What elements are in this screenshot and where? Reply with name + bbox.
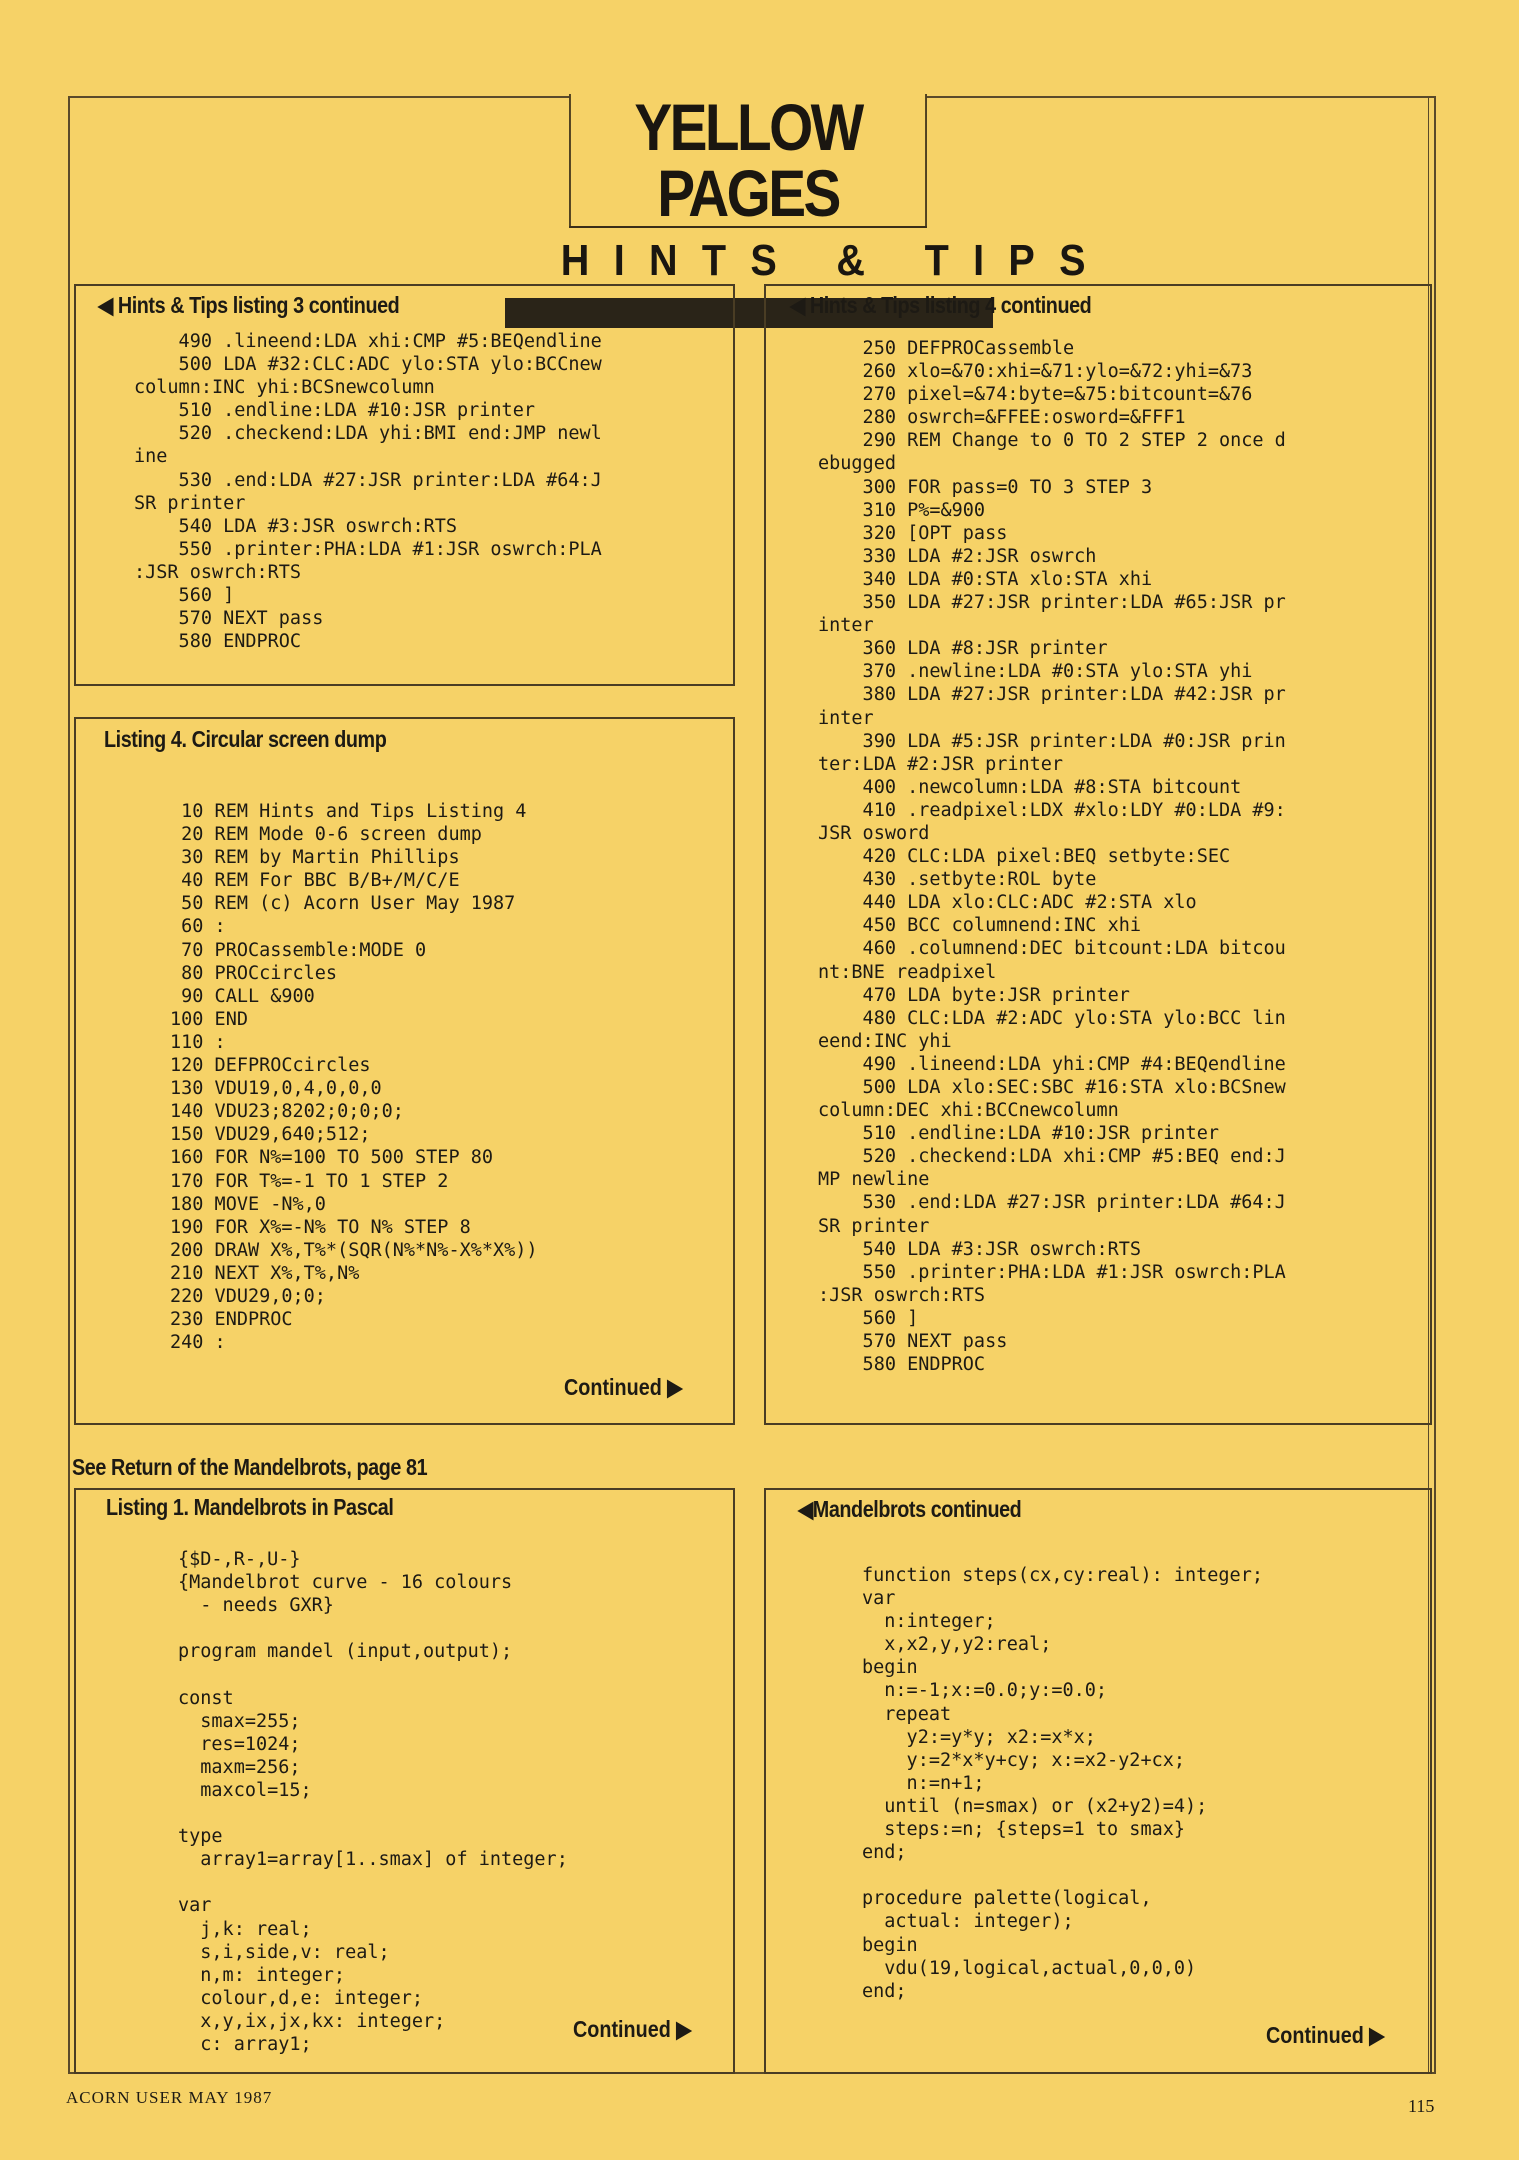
code-line: 500 LDA xlo:SEC:SBC #16:STA xlo:BCSnew (818, 1077, 1286, 1098)
code-line: s,i,side,v: real; (178, 1941, 390, 1963)
code-line: 550 .printer:PHA:LDA #1:JSR oswrch:PLA (134, 538, 602, 560)
footer-publication: ACORN USER MAY 1987 (66, 2088, 273, 2107)
code-line: 140 VDU23;8202;0;0;0; (170, 1101, 404, 1123)
code-line: const (178, 1687, 234, 1709)
code-line: 90 CALL &900 (170, 985, 315, 1007)
code-line: column:INC yhi:BCSnewcolumn (134, 377, 435, 399)
masthead (540, 90, 1110, 286)
code-line: 150 VDU29,640;512; (170, 1124, 371, 1146)
listing3-continued-title: ◀ Hints & Tips listing 3 continued (98, 292, 400, 318)
code-line: 110 : (170, 1031, 226, 1053)
code-line: end; (862, 1980, 907, 2002)
code-line: 260 xlo=&70:xhi=&71:ylo=&72:yhi=&73 (818, 361, 1253, 383)
code-line: SR printer (134, 492, 246, 514)
code-line: 490 .lineend:LDA xhi:CMP #5:BEQendline (134, 331, 602, 352)
code-line: n:integer; (862, 1611, 996, 1633)
code-line: until (n=smax) or (x2+y2)=4); (862, 1795, 1208, 1817)
code-line: repeat (862, 1703, 952, 1725)
code-line: var (862, 1588, 896, 1610)
code-line: ebugged (818, 453, 896, 475)
code-line: actual: integer); (862, 1911, 1074, 1933)
code-line: 70 PROCassemble:MODE 0 (170, 939, 427, 961)
code-line: res=1024; (178, 1733, 301, 1755)
code-line: 440 LDA xlo:CLC:ADC #2:STA xlo (818, 892, 1197, 914)
code-line: 470 LDA byte:JSR printer (818, 984, 1130, 1006)
code-line: 50 REM (c) Acorn User May 1987 (170, 893, 516, 915)
code-line (178, 1663, 568, 1686)
code-line: 550 .printer:PHA:LDA #1:JSR oswrch:PLA (818, 1261, 1286, 1283)
code-line: smax=255; (178, 1710, 301, 1732)
pascal-listing-title: Listing 1. Mandelbrots in Pascal (106, 1494, 394, 1520)
code-line: 490 .lineend:LDA yhi:CMP #4:BEQendline (818, 1053, 1286, 1075)
code-line: 580 ENDPROC (818, 1354, 986, 1376)
code-line: :JSR oswrch:RTS (818, 1284, 986, 1306)
code-line: x,y,ix,jx,kx: integer; (178, 2010, 446, 2032)
listing3-continued-code (134, 330, 602, 653)
pascal-continued-label: Continued ▶ (573, 2016, 692, 2042)
code-line: 230 ENDPROC (170, 1309, 293, 1331)
code-line: 60 : (170, 916, 226, 938)
code-line: 540 LDA #3:JSR oswrch:RTS (134, 515, 458, 537)
code-line: y2:=y*y; x2:=x*x; (862, 1726, 1096, 1748)
code-line: 30 REM by Martin Phillips (170, 847, 460, 869)
code-line: 170 FOR T%=-1 TO 1 STEP 2 (170, 1170, 449, 1192)
code-line: JSR osword (818, 822, 930, 844)
code-line: column:DEC xhi:BCCnewcolumn (818, 1100, 1119, 1122)
code-line: function steps(cx,cy:real): integer; (862, 1565, 1263, 1586)
code-line: 10 REM Hints and Tips Listing 4 (170, 801, 527, 822)
code-line: :JSR oswrch:RTS (134, 561, 302, 583)
code-line: 580 ENDPROC (134, 631, 302, 653)
listing4-continued-title: ◀ Hints & Tips listing 4 continued (790, 292, 1092, 318)
code-line: 270 pixel=&74:byte=&75:bitcount=&76 (818, 384, 1253, 406)
code-line: vdu(19,logical,actual,0,0,0) (862, 1957, 1197, 1979)
code-line: 450 BCC columnend:INC xhi (818, 915, 1142, 937)
code-line: 390 LDA #5:JSR printer:LDA #0:JSR prin (818, 730, 1286, 752)
code-line: maxcol=15; (178, 1779, 312, 1801)
code-line (178, 1802, 568, 1825)
code-line: 40 REM For BBC B/B+/M/C/E (170, 870, 460, 892)
code-line: 540 LDA #3:JSR oswrch:RTS (818, 1238, 1142, 1260)
masthead-title: YELLOW PAGES (569, 94, 927, 228)
masthead-subtitle: HINTS & TIPS (560, 236, 1110, 285)
mandelbrots-continued-label: Continued ▶ (1266, 2022, 1385, 2048)
code-line: 510 .endline:LDA #10:JSR printer (134, 400, 535, 422)
code-line: 320 [OPT pass (818, 522, 1008, 544)
code-line: ine (134, 446, 168, 468)
code-line: 530 .end:LDA #27:JSR printer:LDA #64:J (134, 469, 602, 491)
code-line: nt:BNE readpixel (818, 961, 997, 983)
code-line: 330 LDA #2:JSR oswrch (818, 545, 1097, 567)
code-line: SR printer (818, 1215, 930, 1237)
code-line: 220 VDU29,0;0; (170, 1285, 326, 1307)
code-line: 500 LDA #32:CLC:ADC ylo:STA ylo:BCCnew (134, 354, 602, 376)
code-line: end; (862, 1842, 907, 1864)
code-line: maxm=256; (178, 1756, 301, 1778)
code-line: inter (818, 707, 874, 729)
code-line (178, 1871, 568, 1894)
section-heading: See Return of the Mandelbrots, page 81 (72, 1454, 428, 1480)
code-line: 290 REM Change to 0 TO 2 STEP 2 once d (818, 430, 1286, 452)
code-line: 530 .end:LDA #27:JSR printer:LDA #64:J (818, 1192, 1286, 1214)
code-line: 410 .readpixel:LDX #xlo:LDY #0:LDA #9: (818, 799, 1286, 821)
code-line: program mandel (input,output); (178, 1641, 513, 1663)
code-line: var (178, 1895, 212, 1917)
mandelbrots-continued-title: ◀Mandelbrots continued (798, 1496, 1022, 1522)
code-line: begin (862, 1657, 918, 1679)
code-line: 180 MOVE -N%,0 (170, 1193, 326, 1215)
code-line (862, 1864, 1263, 1887)
listing4-continued-label: Continued ▶ (564, 1374, 683, 1400)
code-line: - needs GXR} (178, 1595, 334, 1617)
code-line: begin (862, 1934, 918, 1956)
code-line: 520 .checkend:LDA xhi:CMP #5:BEQ end:J (818, 1146, 1286, 1168)
listing4-continued-code (818, 337, 1286, 1376)
code-line: 560 ] (134, 585, 235, 607)
code-line: n:=-1;x:=0.0;y:=0.0; (862, 1680, 1108, 1702)
code-line: 100 END (170, 1008, 248, 1030)
code-line: steps:=n; {steps=1 to smax} (862, 1819, 1186, 1841)
code-line: y:=2*x*y+cy; x:=x2-y2+cx; (862, 1749, 1186, 1771)
code-line: 340 LDA #0:STA xlo:STA xhi (818, 568, 1153, 590)
code-line: j,k: real; (178, 1918, 312, 1940)
mandelbrots-continued-code (862, 1564, 1263, 2003)
code-line: c: array1; (178, 2033, 312, 2055)
code-line: 370 .newline:LDA #0:STA ylo:STA yhi (818, 661, 1253, 683)
code-line: array1=array[1..smax] of integer; (178, 1849, 568, 1871)
code-line: colour,d,e: integer; (178, 1987, 424, 2009)
code-line: 190 FOR X%=-N% TO N% STEP 8 (170, 1216, 471, 1238)
code-line: n:=n+1; (862, 1772, 985, 1794)
code-line: 300 FOR pass=0 TO 3 STEP 3 (818, 476, 1153, 498)
code-line: n,m: integer; (178, 1964, 346, 1986)
code-line: procedure palette(logical, (862, 1888, 1152, 1910)
pascal-listing-code (178, 1548, 568, 2056)
code-line: 430 .setbyte:ROL byte (818, 869, 1097, 891)
code-line: 240 : (170, 1332, 226, 1354)
code-line: 20 REM Mode 0-6 screen dump (170, 824, 482, 846)
code-line: type (178, 1826, 223, 1848)
code-line: eend:INC yhi (818, 1030, 952, 1052)
code-line: 120 DEFPROCcircles (170, 1055, 371, 1077)
code-line (178, 1617, 568, 1640)
code-line: 310 P%=&900 (818, 499, 986, 521)
code-line: x,x2,y,y2:real; (862, 1634, 1052, 1656)
code-line: 360 LDA #8:JSR printer (818, 638, 1108, 660)
code-line: 520 .checkend:LDA yhi:BMI end:JMP newl (134, 423, 602, 445)
code-line: 510 .endline:LDA #10:JSR printer (818, 1123, 1219, 1145)
code-line: 560 ] (818, 1307, 919, 1329)
code-line: 570 NEXT pass (134, 608, 324, 630)
code-line: 210 NEXT X%,T%,N% (170, 1262, 360, 1284)
code-line: {$D-,R-,U-} (178, 1549, 301, 1570)
listing4-title: Listing 4. Circular screen dump (104, 726, 387, 752)
code-line: inter (818, 615, 874, 637)
listing4-code (170, 800, 538, 1354)
code-line: 160 FOR N%=100 TO 500 STEP 80 (170, 1147, 494, 1169)
code-line: 250 DEFPROCassemble (818, 338, 1075, 359)
code-line: 460 .columnend:DEC bitcount:LDA bitcou (818, 938, 1286, 960)
code-line: 420 CLC:LDA pixel:BEQ setbyte:SEC (818, 846, 1231, 868)
code-line: 80 PROCcircles (170, 962, 338, 984)
footer-page-number: 115 (1408, 2096, 1435, 2116)
code-line: {Mandelbrot curve - 16 colours (178, 1572, 513, 1594)
code-line: 280 oswrch=&FFEE:osword=&FFF1 (818, 407, 1186, 429)
code-line: 400 .newcolumn:LDA #8:STA bitcount (818, 776, 1242, 798)
code-line: 380 LDA #27:JSR printer:LDA #42:JSR pr (818, 684, 1286, 706)
code-line: 200 DRAW X%,T%*(SQR(N%*N%-X%*X%)) (170, 1239, 538, 1261)
code-line: 350 LDA #27:JSR printer:LDA #65:JSR pr (818, 592, 1286, 614)
code-line: 130 VDU19,0,4,0,0,0 (170, 1078, 382, 1100)
code-line: 570 NEXT pass (818, 1331, 1008, 1353)
code-line: ter:LDA #2:JSR printer (818, 753, 1064, 775)
code-line: 480 CLC:LDA #2:ADC ylo:STA ylo:BCC lin (818, 1007, 1286, 1029)
code-line: MP newline (818, 1169, 930, 1191)
